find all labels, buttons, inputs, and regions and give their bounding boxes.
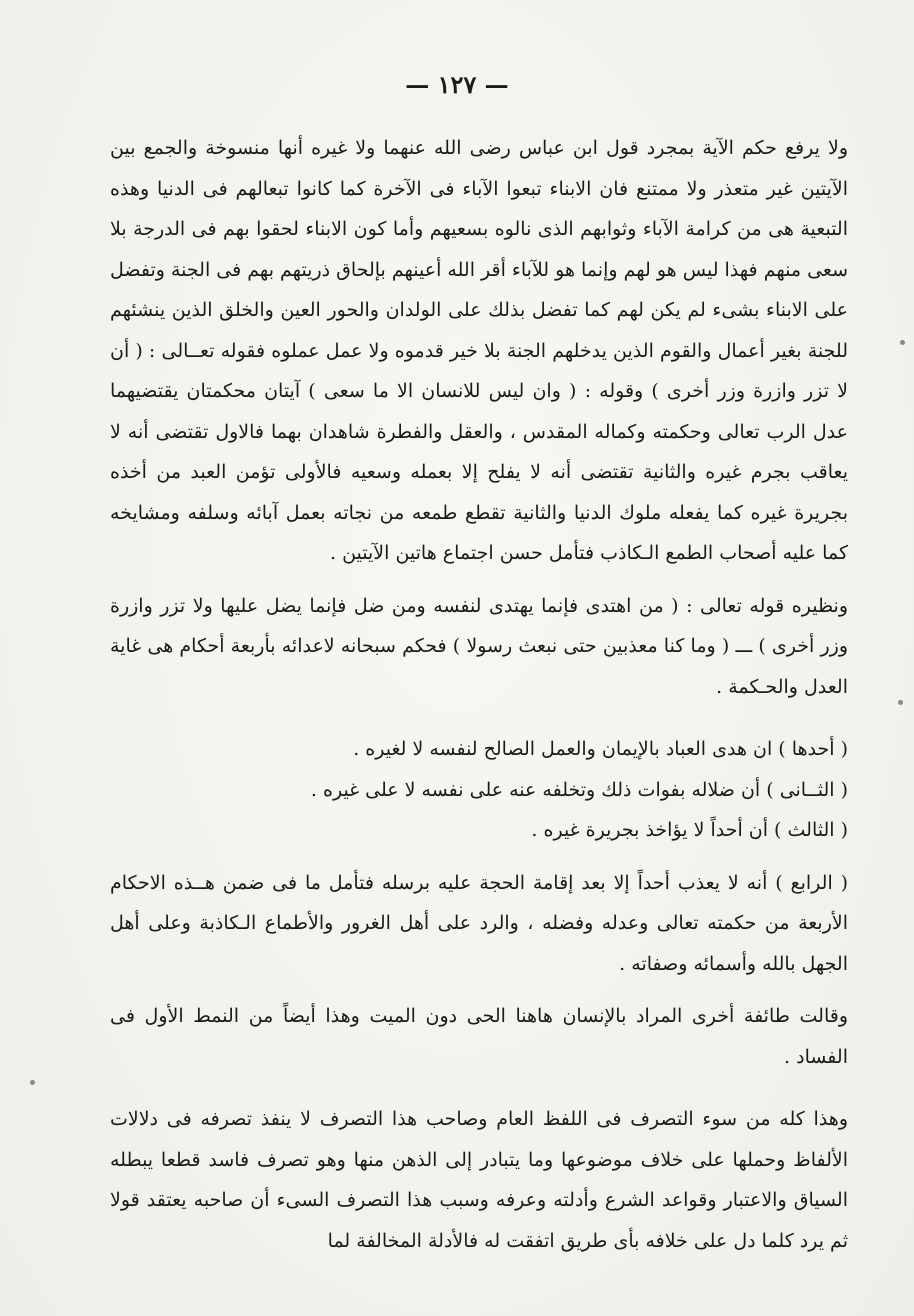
page-number: — ١٢٧ — [405,70,509,99]
paragraph: ولا يرفع حكم الآية بمجرد قول ابن عباس رضى الله عنهما ولا غيره أنها منسوخة والجمع بين الآيتين غير متعذر ولا ممتنع فان الابناء تبعوا الآباء فى الآخرة كما كانوا تبعالهم فى الدنيا وهذه التبعية هى من كرامة الآباء وثوابهم الذى نالوه بسعيهم وأما كون الابناء لحقوا بهم فى الدرجة بلا سعى منهم فهذا ليس هو لهم وإنما هو للآباء أقر الله أعينهم بإلحاق ذريتهم بهم فى الجنة وتفضل على الابناء بشىء لم يكن لهم كما تفضل بذلك على الولدان والحور العين والخلق الذين ينشئهم للجنة بغير أعمال والقوم الذين يدخلهم الجنة بلا خير قدموه ولا عمل عملوه فقوله تعــالى : ( أن لا تزر وازرة وزر أخرى ) وقوله : ( وان ليس للانسان الا ما سعى ) آيتان محكمتان يقتضيهما عدل الرب تعالى وحكمته وكماله المقدس ، والعقل والفطرة شاهدان بهما فالاول تقتضى أنه لا يعاقب بجرم غيره والثانية تقتضى أنه لا يفلح إلا بعمله وسعيه فالأولى تؤمن العبد من أخذه بجريرة غيره كما يفعله ملوك الدنيا والثانية تقطع طمعه من نجاته بعمل آبائه وسلفه ومشايخه كما عليه أصحاب الطمع الـكاذب فتأمل حسن اجتماع هاتين الآيتين . [110,137,848,564]
spacer [110,1077,848,1099]
spacer [110,574,848,586]
paragraph: وهذا كله من سوء التصرف فى اللفظ العام وصاحب هذا التصرف لا ينفذ تصرفه فى دلالات الألفاظ وحملها على خلاف موضوعها وما يتبادر إلى الذهن منها وهو تصرف فاسد قطعا يبطله السياق والاعتبار وقواعد الشرع وأدلته وعرفه وسبب هذا التصرف السىء أن صاحبه يعتقد قولا ثم يرد كلما دل على خلافه بأى طريق اتفقت له فالأدلة المخالفة لما [110,1108,848,1252]
list-item: ( أحدها ) ان هدى العباد بالإيمان والعمل الصالح لنفسه لا لغيره . [353,738,848,760]
list-item: ( الرابع ) أنه لا يعذب أحداً إلا بعد إقامة الحجة عليه برسله فتأمل ما فى ضمن هــذه الاحكام الأربعة من حكمته تعالى وعدله وفضله ، والرد على أهل الغرور والأطماع الـكاذبة وعلى أهل الجهل بالله وأسمائه وصفاته . [110,871,848,975]
margin-speck [30,1080,35,1085]
page-body [110,128,848,1261]
list-item: ( الثالث ) أن أحداً لا يؤاخذ بجريرة غيره . [531,819,848,841]
spacer [110,984,848,996]
paragraph: ونظيره قوله تعالى : ( من اهتدى فإنما يهتدى لنفسه ومن ضل فإنما يضل عليها ولا تزر وازرة وزر أخرى ) ـــ ( وما كنا معذبين حتى نبعث رسولا ) فحكم سبحانه لاعدائه بأربعة أحكام هى غاية العدل والحـكمة . [110,594,848,698]
margin-speck [900,340,905,345]
spacer [110,851,848,863]
spacer [110,707,848,729]
paragraph: وقالت طائفة أخرى المراد بالإنسان هاهنا الحى دون الميت وهذا أيضاً من النمط الأول فى الفساد . [110,1005,848,1068]
margin-speck [898,700,903,705]
list-item: ( الثــانى ) أن ضلاله بفوات ذلك وتخلفه عنه على نفسه لا على غيره . [310,778,848,801]
